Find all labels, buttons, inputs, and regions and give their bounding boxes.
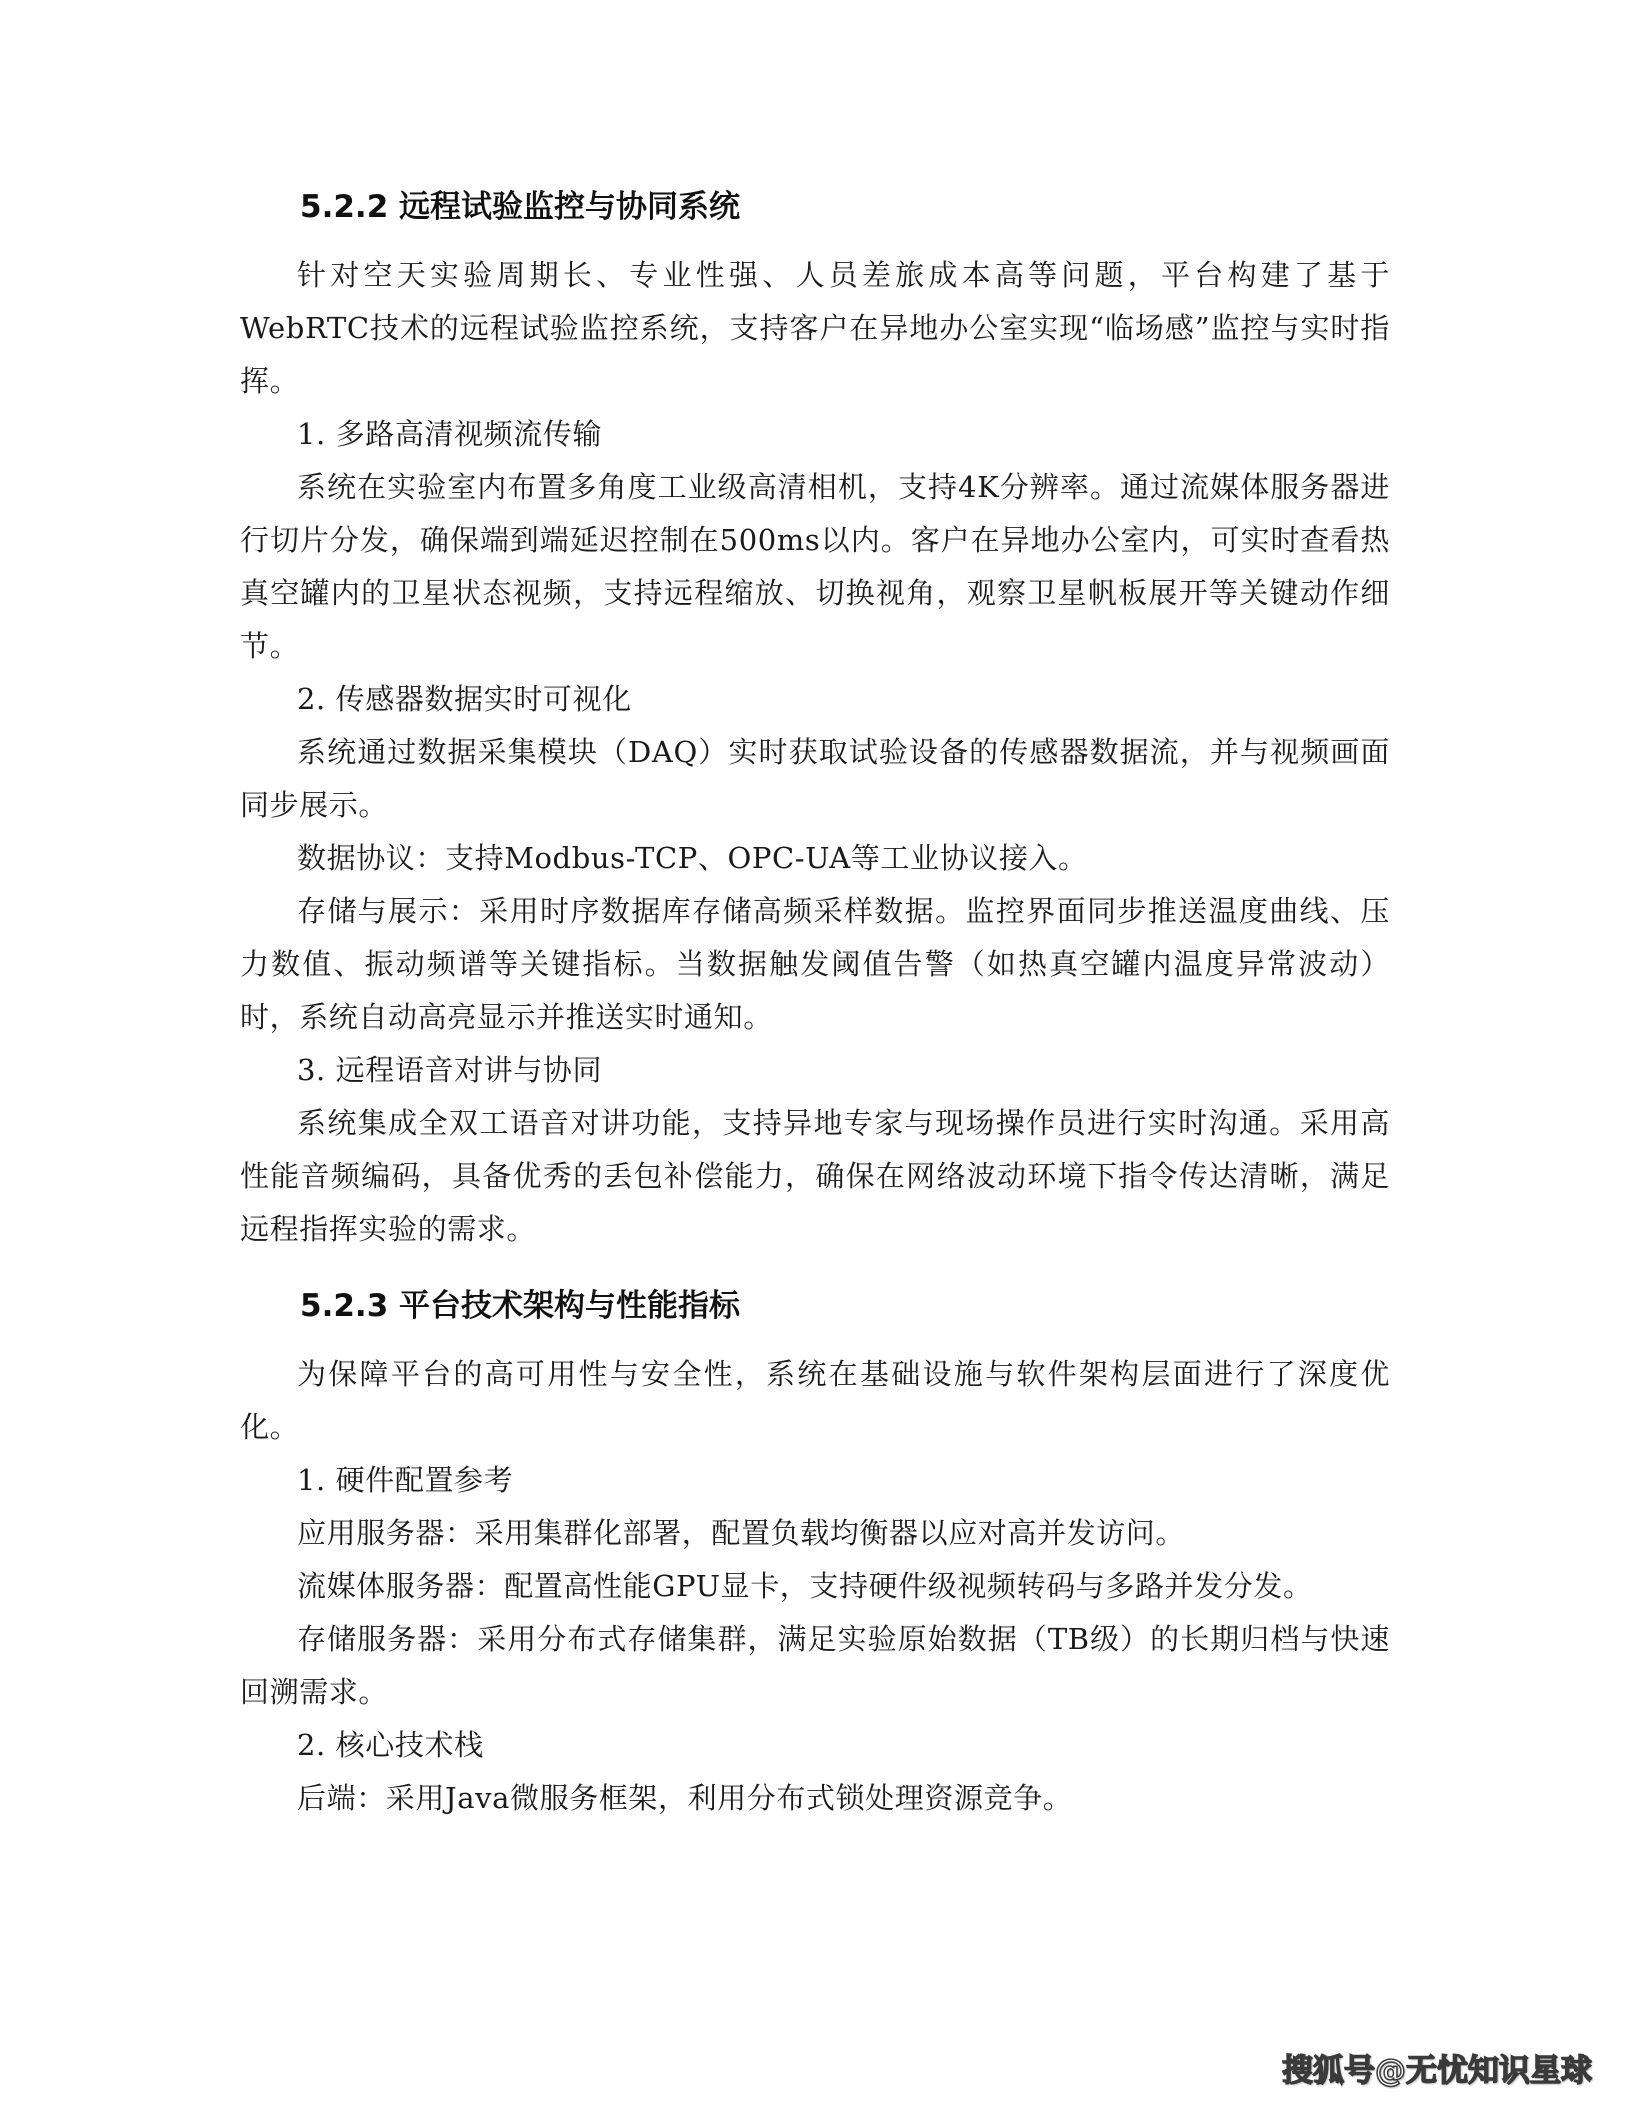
item-body-voice-intercom: 系统集成全双工语音对讲功能，支持异地专家与现场操作员进行实时沟通。采用高性能音频编码，具备优秀的丢包补偿能力，确保在网络波动环境下指令传达清晰，满足远程指挥实验的需求。 xyxy=(240,1106,1390,1246)
item-body-video-streaming: 系统在实验室内布置多角度工业级高清相机，支持4K分辨率。通过流媒体服务器进行切片分发，确保端到端延迟控制在500ms以内。客户在异地办公室内，可实时查看热真空罐内的卫星状态视频，支持远程缩放、切换视角，观察卫星帆板展开等关键动作细节。 xyxy=(240,470,1390,663)
document-body xyxy=(240,185,1390,1825)
item-title-tech-stack: 2. 核心技术栈 xyxy=(297,1728,484,1762)
item-title-hardware-config: 1. 硬件配置参考 xyxy=(297,1463,514,1497)
item-title-sensor-visualization: 2. 传感器数据实时可视化 xyxy=(297,682,632,716)
item-body-storage-display: 存储与展示：采用时序数据库存储高频采样数据。监控界面同步推送温度曲线、压力数值、振动频谱等关键指标。当数据触发阈值告警（如热真空罐内温度异常波动）时，系统自动高亮显示并推送实时通知。 xyxy=(240,894,1390,1034)
item-body-app-server: 应用服务器：采用集群化部署，配置负载均衡器以应对高并发访问。 xyxy=(297,1516,1186,1550)
section-heading-5-2-3: 5.2.3 平台技术架构与性能指标 xyxy=(300,1288,741,1324)
sohu-watermark: 搜狐号@无忧知识星球 xyxy=(1282,2053,1592,2089)
item-body-backend: 后端：采用Java微服务框架，利用分布式锁处理资源竞争。 xyxy=(297,1781,1073,1815)
item-body-sensor-visualization: 系统通过数据采集模块（DAQ）实时获取试验设备的传感器数据流，并与视频画面同步展示。 xyxy=(240,735,1390,822)
item-title-voice-intercom: 3. 远程语音对讲与协同 xyxy=(297,1053,603,1087)
item-body-storage-server: 存储服务器：采用分布式存储集群，满足实验原始数据（TB级）的长期归档与快速回溯需求。 xyxy=(240,1622,1390,1709)
section-intro-paragraph-architecture: 为保障平台的高可用性与安全性，系统在基础设施与软件架构层面进行了深度优化。 xyxy=(240,1357,1390,1444)
section-intro-paragraph: 针对空天实验周期长、专业性强、人员差旅成本高等问题，平台构建了基于WebRTC技术的远程试验监控系统，支持客户在异地办公室实现“临场感”监控与实时指挥。 xyxy=(240,258,1390,398)
item-title-video-streaming: 1. 多路高清视频流传输 xyxy=(297,417,603,451)
item-body-media-server: 流媒体服务器：配置高性能GPU显卡，支持硬件级视频转码与多路并发分发。 xyxy=(297,1569,1313,1603)
item-body-data-protocol: 数据协议：支持Modbus-TCP、OPC-UA等工业协议接入。 xyxy=(297,841,1088,875)
section-heading-5-2-2: 5.2.2 远程试验监控与协同系统 xyxy=(300,189,741,225)
